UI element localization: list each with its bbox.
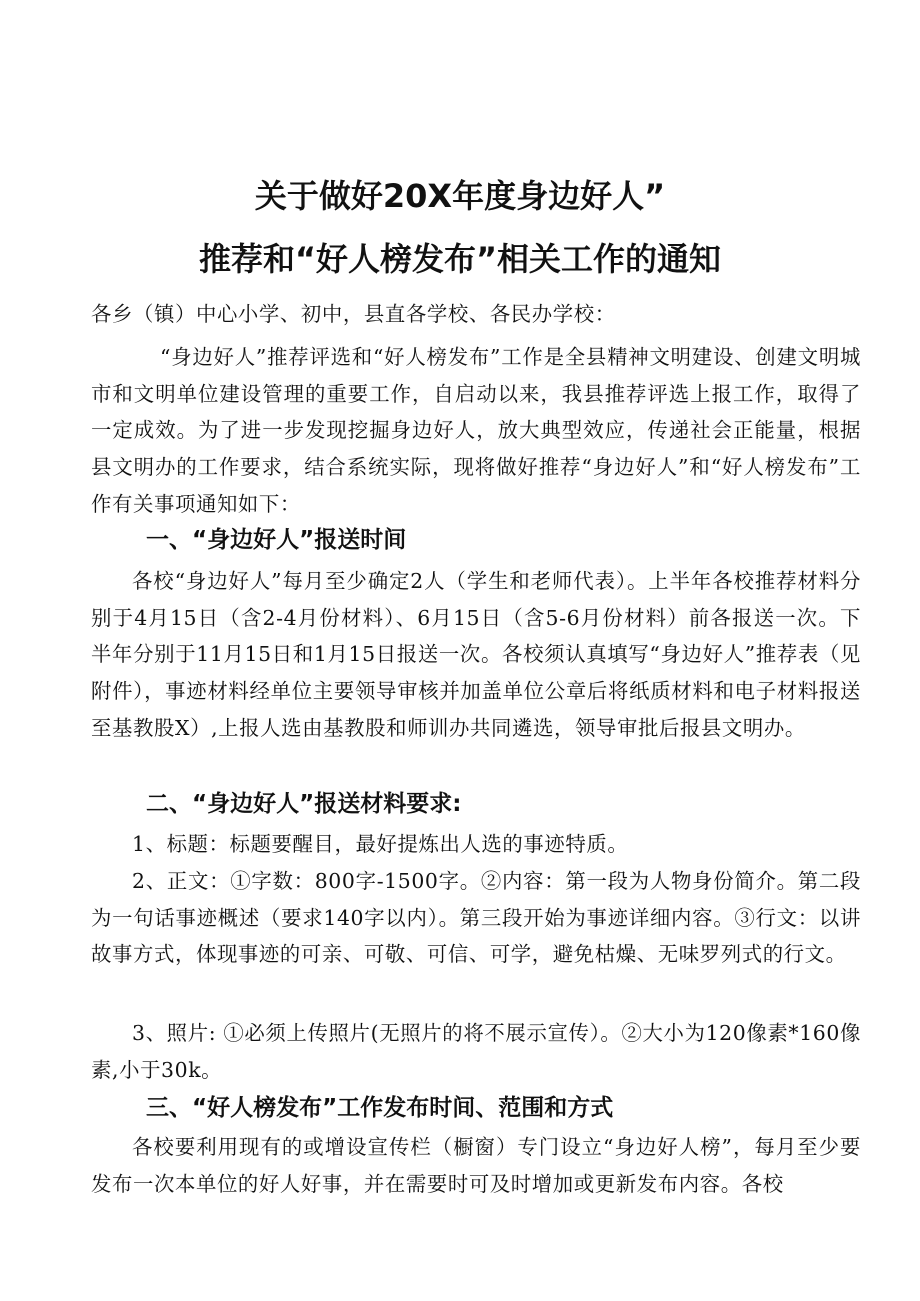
section-2-item-body: 2、正文：①字数：800字-1500字。②内容：第一段为人物身份简介。第二段为一句话事迹概述（要求140字以内）。第三段开始为事迹详细内容。③行文：以讲故事方式，体现事迹的可亲、可敬、可信、可学，避免枯燥、无味罗列式的行文。 [91,869,861,967]
section-heading-2: 二、“身边好人”报送材料要求: [146,791,462,817]
section-3-paragraph: 各校要利用现有的或增设宣传栏（橱窗）专门设立“身边好人榜”，每月至少要发布一次本单位的好人好事，并在需要时可及时增加或更新发布内容。各校 [91,1135,861,1196]
document-title-line-1: 关于做好20X年度身边好人” [254,177,666,215]
section-2-item-photo: 3、照片: ①必须上传照片(无照片的将不展示宣传）。②大小为120像素*160像素,小于30k。 [91,1021,861,1082]
section-1-paragraph: 各校“身边好人”每月至少确定2人（学生和老师代表）。上半年各校推荐材料分别于4月15日（含2-4月份材料）、6月15日（含5-6月份材料）前各报送一次。下半年分别于11月15日和1月15日报送一次。各校须认真填写“身边好人”推荐表（见附件），事迹材料经单位主要领导审核并加盖单位公章后将纸质材料和电子材料报送至基教股X）,上报人选由基教股和师训办共同遴选，领导审批后报县文明办。 [91,569,861,740]
intro-paragraph: “身边好人”推荐评选和“好人榜发布”工作是全县精神文明建设、创建文明城市和文明单位建设管理的重要工作，自启动以来，我县推荐评选上报工作，取得了一定成效。为了进一步发现挖掘身边好人，放大典型效应，传递社会正能量，根据县文明办的工作要求，结合系统实际，现将做好推荐“身边好人”和“好人榜发布”工作有关事项通知如下： [91,345,861,516]
salutation: 各乡（镇）中心小学、初中，县直各学校、各民办学校： [91,302,616,326]
section-heading-3: 三、“好人榜发布”工作发布时间、范围和方式 [146,1095,614,1121]
document-title-line-2: 推荐和“好人榜发布”相关工作的通知 [198,240,722,278]
section-2-item-title: 1、标题：标题要醒目，最好提炼出人选的事迹特质。 [132,832,629,856]
section-heading-1: 一、“身边好人”报送时间 [146,527,407,553]
